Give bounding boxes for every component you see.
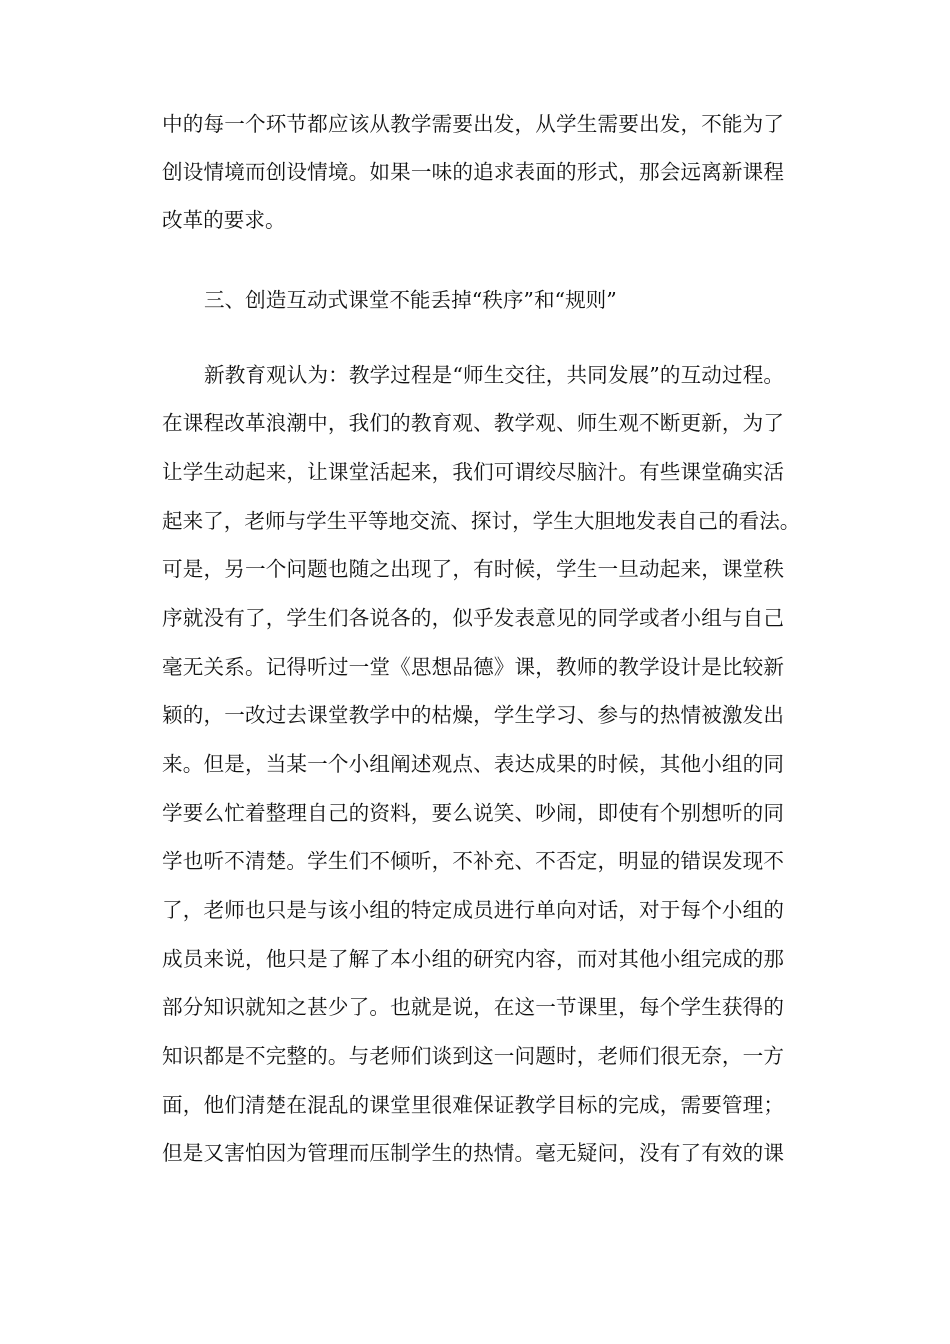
paragraph-2-line-1: 新教育观认为：教学过程是“师生交往，共同发展”的互动过程。: [204, 363, 784, 387]
paragraph-2-line-14: 部分知识就知之甚少了。也就是说，在这一节课里，每个学生获得的: [162, 995, 784, 1019]
paragraph-2-line-17: 但是又害怕因为管理而压制学生的热情。毫无疑问，没有了有效的课: [162, 1141, 784, 1165]
paragraph-2-line-5: 可是，另一个问题也随之出现了，有时候，学生一旦动起来，课堂秩: [162, 557, 784, 581]
paragraph-1-line-1: 中的每一个环节都应该从教学需要出发，从学生需要出发，不能为了: [162, 112, 784, 136]
section-heading: 三、创造互动式课堂不能丢掉“秩序”和“规则”: [204, 288, 617, 312]
paragraph-2-line-7: 毫无关系。记得听过一堂《思想品德》课，教师的教学设计是比较新: [162, 655, 784, 679]
paragraph-2-line-9: 来。但是，当某一个小组阐述观点、表达成果的时候，其他小组的同: [162, 752, 784, 776]
paragraph-2-line-11: 学也听不清楚。学生们不倾听，不补充、不否定，明显的错误发现不: [162, 849, 784, 873]
paragraph-2-line-6: 序就没有了，学生们各说各的，似乎发表意见的同学或者小组与自己: [162, 606, 784, 630]
paragraph-2-line-2: 在课程改革浪潮中，我们的教育观、教学观、师生观不断更新，为了: [162, 411, 784, 435]
paragraph-2-line-16: 面，他们清楚在混乱的课堂里很难保证教学目标的完成，需要管理；: [162, 1093, 784, 1117]
paragraph-2-line-10: 学要么忙着整理自己的资料，要么说笑、吵闹，即使有个别想听的同: [162, 801, 784, 825]
paragraph-2-line-8: 颖的，一改过去课堂教学中的枯燥，学生学习、参与的热情被激发出: [162, 703, 784, 727]
paragraph-2-line-3: 让学生动起来，让课堂活起来，我们可谓绞尽脑汁。有些课堂确实活: [162, 460, 784, 484]
paragraph-1-line-2: 创设情境而创设情境。如果一味的追求表面的形式，那会远离新课程: [162, 160, 784, 184]
paragraph-2-line-15: 知识都是不完整的。与老师们谈到这一问题时，老师们很无奈，一方: [162, 1044, 784, 1068]
paragraph-2-line-4: 起来了，老师与学生平等地交流、探讨，学生大胆地发表自己的看法。: [162, 509, 801, 533]
paragraph-2-line-13: 成员来说，他只是了解了本小组的研究内容，而对其他小组完成的那: [162, 947, 784, 971]
paragraph-2-line-12: 了，老师也只是与该小组的特定成员进行单向对话，对于每个小组的: [162, 898, 784, 922]
paragraph-1-line-3: 改革的要求。: [162, 208, 286, 232]
